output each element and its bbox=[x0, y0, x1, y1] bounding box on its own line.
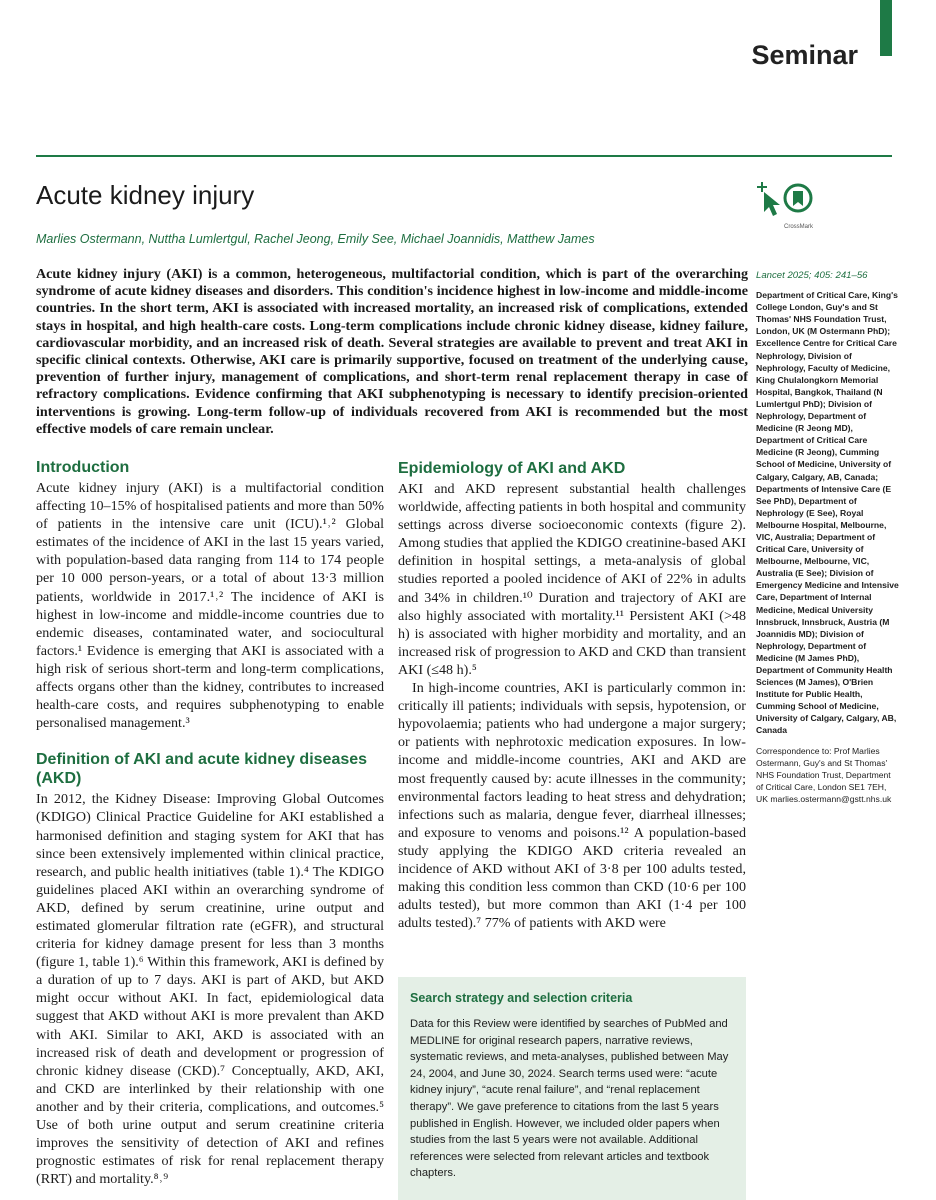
abstract: Acute kidney injury (AKI) is a common, heterogeneous, multifactorial condition, which is part of the overarching syndrome of acute kidney diseases and disorders. This condition's incidence highest in low-income and middle-income countries. In the short term, AKI is associated with increased mortality, an increased risk of complications, extended stays in hospital, and high health-care costs. Long-term complications include chronic kidney disease, kidney failure, cardiovascular morbidity, and an increased risk of death. Several strategies are available to prevent and treat AKI in specific clinical contexts. Otherwise, AKI care is primarily supportive, focused on treatment of the underlying cause, prevention of further injury, management of complications, and short-term renal replacement therapy in case of refractory complications. Evidence confirming that AKI subphenotyping is necessary to identify precision-oriented interventions is growing. Long-term follow-up of individuals recovered from AKI is recommended but the most effective models of care remain unclear. bbox=[36, 266, 748, 437]
introduction-paragraph: Acute kidney injury (AKI) is a multifactorial condition affecting 10–15% of hospitalised patients and more than 50% of patients in the intensive care unit (ICU).¹˒² Global estimates of the incidence of AKI in the last 15 years varied, with population-based data ranging from 114 to 174 people per 10 000 person-years, or a total of about 13·3 million patients, worldwide in 2017.¹˒² The incidence of AKI is highest in low-income and middle-income countries due to endemic diseases, contaminated water, and sociocultural factors.¹ Evidence is emerging that AKI is associated with a high risk of serious short-term and long-term complications, affects organs other than the kidney, contributes to increased health-care costs, and requires subphenotyping to enable personalised management.³ bbox=[36, 480, 384, 732]
epidemiology-paragraph-1: AKI and AKD represent substantial health challenges worldwide, affecting patients in both hospital and community settings across diverse socioeconomic contexts (figure 2). Among studies that applied the KDIGO creatinine-based AKI definition in hospital settings, a meta-analysis of global studies reported a pooled incidence of AKI of 22% in adults and 34% in children.¹⁰ Duration and trajectory of AKI are also highly associated with mortality.¹¹ Persistent AKI (>48 h) is associated with higher morbidity and mortality, and an increased risk of progression to AKD and CKD than transient AKI (≤48 h).⁵ bbox=[398, 481, 746, 678]
author-list: Marlies Ostermann, Nuttha Lumlertgul, Rachel Jeong, Emily See, Michael Joannidis, Matthew James bbox=[36, 232, 595, 246]
left-column bbox=[36, 458, 384, 1188]
right-column bbox=[398, 458, 746, 932]
header-rule bbox=[36, 155, 892, 157]
crossmark-label: CrossMark bbox=[784, 224, 814, 230]
journal-citation: Lancet 2025; 405: 241–56 bbox=[756, 270, 868, 281]
search-strategy-title: Search strategy and selection criteria bbox=[410, 991, 633, 1005]
search-strategy-text: Data for this Review were identified by searches of PubMed and MEDLINE for original research papers, narrative reviews, systematic reviews, and meta-analyses, published between May 24, 2004, and June 30, 2024. Search terms used were: “acute kidney injury”, “acute renal failure”, and “renal replacement therapy”. We gave preference to citations from the last 5 years published in English. However, we included older papers when studies from the last 5 years were not available. Additional references were selected from relevant articles and textbook chapters. bbox=[410, 1018, 729, 1180]
definition-paragraph: In 2012, the Kidney Disease: Improving Global Outcomes (KDIGO) Clinical Practice Guideline for AKI established a harmonised definition and staging system for AKI that has since been extensively implemented within clinical practice, research, and public health initiatives (table 1).⁴ The KDIGO guidelines placed AKI within an overarching syndrome of AKD, defined by serum creatinine, urine output and estimated glomerular filtration rate (eGFR), and structural criteria for kidney damage present for less than 3 months (figure 1, table 1).⁶ Within this framework, AKI is defined by a duration of up to 7 days. AKI is part of AKD, but AKD might occur without AKI. In fact, epidemiological data suggest that AKD without AKI is more prevalent than AKD with AKI. Similar to AKI, AKD is associated with an increased risk of death and development or progression of chronic kidney disease (CKD).⁷ Conceptually, AKD, AKI, and CKD are interlinked by their relationship with one another and by their criteria, complications, and outcomes.⁵ Use of both urine output and serum creatinine criteria improves the sensitivity of detection of AKI and refines prognostic estimates of risk for renal replacement therapy (RRT) and mortality.⁸˒⁹ bbox=[36, 791, 384, 1188]
author-affiliations: Department of Critical Care, King's College London, Guy's and St Thomas' NHS Foundation Trust, London, UK (M Ostermann PhD); Excellence Centre for Critical Care Nephrology, Division of Nephrology, Faculty of Medicine, King Chulalongkorn Memorial Hospital, Bangkok, Thailand (N Lumlertgul PhD); Division of Nephrology, Department of Medicine (R Jeong MD), Department of Critical Care Medicine (R Jeong), Cumming School of Medicine, University of Calgary, Calgary, AB, Canada; Departments of Intensive Care (E See PhD), Department of Nephrology (E See), Royal Melbourne Hospital, Melbourne, VIC, Australia; Department of Critical Care, University of Melbourne, Melbourne, VIC, Australia (E See); Division of Emergency Medicine and Intensive Care, Department of Internal Medicine, Medical University Innsbruck, Innsbruck, Austria (M Joannidis MD); Division of Nephrology, Department of Medicine (M James PhD), Department of Community Health Sciences (M James), O'Brien Institute for Public Health, Cumming School of Medicine, University of Calgary, Calgary, AB, Canada bbox=[756, 290, 899, 736]
journal-color-bar bbox=[880, 0, 892, 56]
definition-heading: Definition of AKI and acute kidney diseases (AKD) bbox=[36, 751, 368, 788]
section-label: Seminar bbox=[751, 40, 858, 70]
introduction-heading: Introduction bbox=[36, 459, 130, 476]
correspondence: Correspondence to: Prof Marlies Ostermann, Guy's and St Thomas' NHS Foundation Trust, Department of Critical Care, London SE1 7EH, UK marlies.ostermann@gstt.nhs.uk bbox=[756, 745, 892, 804]
crossmark-bookmark-icon bbox=[785, 185, 811, 211]
search-strategy-box bbox=[398, 977, 746, 1200]
epidemiology-heading: Epidemiology of AKI and AKD bbox=[398, 460, 626, 477]
margin-sidebar bbox=[756, 270, 900, 805]
crossmark-cursor-icon bbox=[757, 182, 780, 216]
epidemiology-paragraph-2: In high-income countries, AKI is particularly common in: critically ill patients; individuals with sepsis, hypotension, or hypovolaemia; patients who had undergone a major surgery; or patients with nephrotoxic medication exposures. In low-income and middle-income countries, AKI and AKD are most frequently caused by: acute illnesses in the community; environmental factors leading to heat stress and dehydration; infections such as malaria, dengue fever, diarrheal illnesses; and exposure to venoms and poisons.¹² A population-based study applying the KDIGO AKD criteria revealed an incidence of AKD without AKI of 3·8 per 100 adults tested, making this condition less common than CKD (10·6 per 100 adults tested), but more common than AKI (1·4 per 100 adults tested).⁷ 77% of patients with AKD were bbox=[398, 680, 746, 932]
article-title: Acute kidney injury bbox=[36, 180, 255, 210]
